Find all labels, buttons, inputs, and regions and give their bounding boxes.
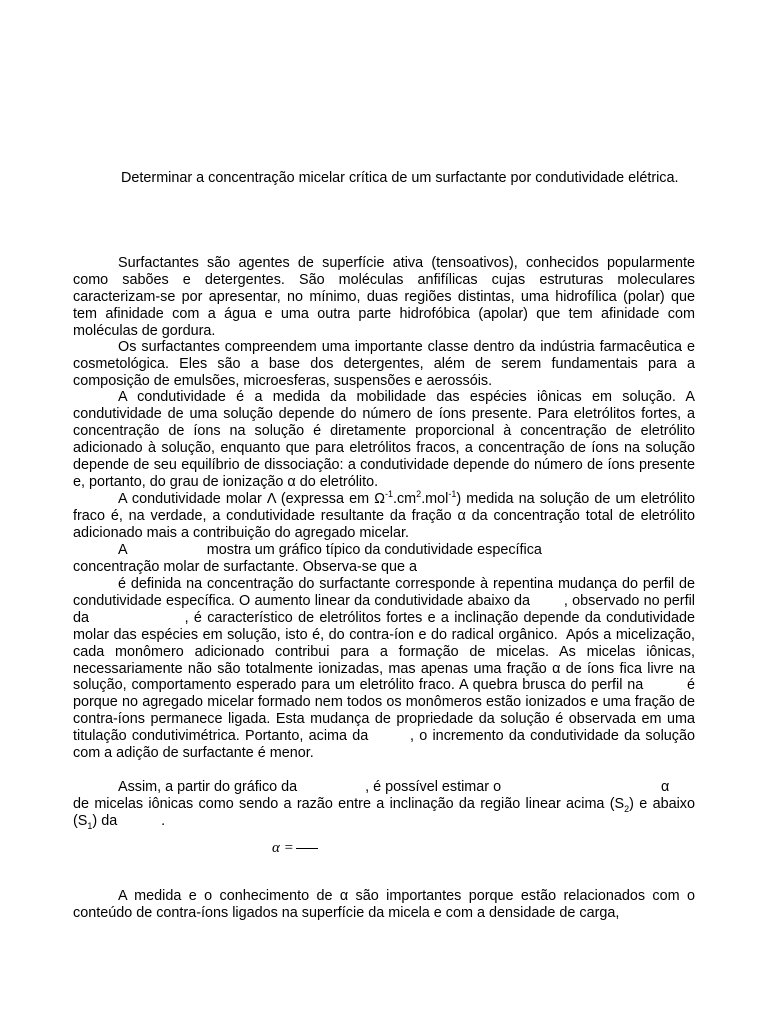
fraction-bar bbox=[296, 848, 318, 849]
intro-paragraph-5-line-2: concentração molar de surfactante. Observa-se que a bbox=[73, 559, 417, 575]
p4-sup-2: 2 bbox=[416, 489, 422, 500]
p4-sup-3: -1 bbox=[448, 489, 457, 500]
intro-paragraph-1: Surfactantes são agentes de superfície ativa (tensoativos), conhecidos popularmente como sabões e detergentes. São moléculas anfifílicas cujas estruturas moleculares caracterizam-se por apresentar, no mínimo, duas regiões distintas, uma hidrofílica (polar) que tem afinidade com a água e uma outra parte hidrofóbica (apolar) que tem afinidade com moléculas de gordura. bbox=[73, 255, 695, 339]
p4-text-c: .mol bbox=[421, 491, 449, 507]
p6-text-b: de micelas iônicas como sendo a razão entre a inclinação da região linear acima (S bbox=[73, 795, 625, 812]
formula-text: α = bbox=[272, 840, 294, 856]
p6-sub-2: 2 bbox=[624, 803, 630, 814]
intro-paragraph-2: Os surfactantes compreendem uma importante classe dentro da indústria farmacêutica e cosmetológica. Eles são a base dos detergentes, além de serem fundamentais para a composição de emulsões, microesferas, suspensões e aerossóis. bbox=[73, 339, 695, 389]
intro-paragraph-6 bbox=[73, 779, 699, 831]
intro-paragraph-4 bbox=[73, 491, 695, 542]
intro-paragraph-7: A medida e o conhecimento de α são importantes porque estão relacionados com o conteúdo de contra-íons ligados na superfície da micela e com a densidade de carga, bbox=[73, 888, 695, 921]
p6-text-a: Assim, a partir do gráfico da , é possível estimar o α bbox=[118, 779, 670, 795]
p4-text-b: .cm bbox=[392, 491, 417, 507]
p6-text-c: ) e abaixo (S bbox=[73, 795, 699, 829]
objective-paragraph: Determinar a concentração micelar crítica de um surfactante por condutividade elétrica. bbox=[121, 170, 679, 186]
p6-line-2 bbox=[73, 795, 699, 831]
p4-sup-1: -1 bbox=[384, 489, 393, 500]
p6-sub-1: 1 bbox=[87, 820, 93, 831]
intro-paragraph-5-line-1: A mostra um gráfico típico da condutividade específica bbox=[118, 542, 542, 558]
intro-paragraph-5-body: é definida na concentração do surfactante corresponde à repentina mudança do perfil de condutividade específica. O aumento linear da condutividade abaixo da , observado no perfil da , é característico de eletrólitos fortes e a inclinação depende da condutividade molar das espécies em solução, isto é, do contra-íon e do radical orgânico. Após a micelização, cada monômero adicionado contribui para a formação de micelas. As micelas iônicas, necessariamente não são totalmente ionizadas, mas apenas uma fração α de íons fica livre na solução, comportamento esperado para um eletrólito fraco. A quebra brusca do perfil na é porque no agregado micelar formado nem todos os monômeros estão ionizados e uma fração de contra-íons permanece ligada. Esta mudança de propriedade da solução é observada em uma titulação condutivimétrica. Portanto, acima da , o incremento da condutividade da solução com a adição de surfactante é menor. bbox=[73, 576, 699, 762]
p4-text-d: ) medida na solução de um eletrólito fraco é, na verdade, a condutividade resultante da fração α da concentração total de eletrólito adicionado mais a contribuição do agregado micelar. bbox=[73, 491, 695, 541]
p6-text-d: ) da . bbox=[92, 812, 166, 829]
p4-text-a: A condutividade molar Λ (expressa em Ω bbox=[118, 491, 385, 507]
alpha-formula bbox=[272, 840, 318, 857]
intro-paragraph-3: A condutividade é a medida da mobilidade das espécies iônicas em solução. A condutividade de uma solução depende do número de íons presente. Para eletrólitos fortes, a concentração de íons na solução é diretamente proporcional à concentração de eletrólito adicionado à solução, enquanto que para eletrólitos fracos, a concentração de íons na solução depende de seu equilíbrio de dissociação: a condutividade depende do número de íons presente e, portanto, do grau de ionização α do eletrólito. bbox=[73, 389, 695, 490]
